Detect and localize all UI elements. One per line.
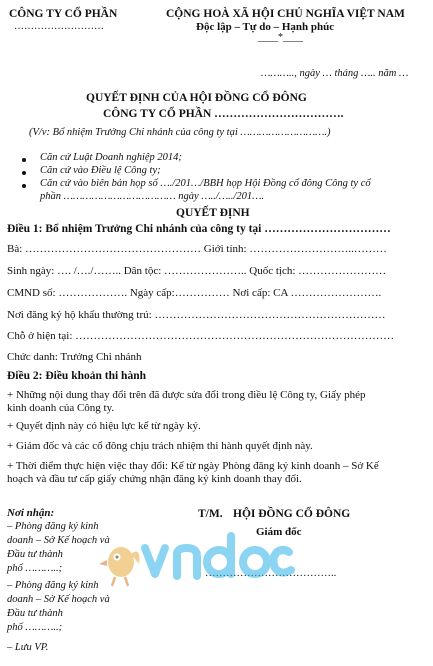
decision-heading: QUYẾT ĐỊNH	[176, 207, 250, 219]
field-permanent-address: Nơi đăng ký hộ khẩu thường trú: ………………………………………………………	[7, 309, 386, 321]
signature-on-behalf: T/M.	[198, 508, 223, 520]
vndoc-watermark-logo	[95, 524, 295, 594]
recipient-line: phố ………..;	[7, 622, 63, 633]
company-name-dots: ………………………	[14, 21, 104, 32]
recipient-line: – Lưu VP.	[7, 642, 49, 653]
field-position: Chức danh: Trưởng Chi nhánh	[7, 351, 142, 363]
recipient-line: doanh – Sở Kế hoạch và	[7, 594, 110, 605]
article-2-clause-1: + Những nội dung thay đổi trên đã được sửa đổi trong điều lệ Công ty, Giấy phép	[7, 389, 366, 401]
field-current-address: Chỗ ở hiện tại: ……………………………………………………………………………	[7, 330, 395, 342]
recipient-line: Đầu tư thành	[7, 549, 63, 560]
bullet-icon	[22, 158, 26, 162]
recipient-line: – Phòng đăng ký kinh	[7, 580, 99, 591]
article-2-heading: Điều 2: Điều khoản thi hành	[7, 370, 146, 382]
recipient-line: Đầu tư thành	[7, 608, 63, 619]
field-id-card: CMND số: ………………. Ngày cấp:…………… Nơi cấp: CA …………………….	[7, 287, 382, 299]
bullet-icon	[22, 184, 26, 188]
company-name-left: CÔNG TY CỔ PHẦN	[9, 8, 118, 20]
nation-title: CỘNG HOÀ XÃ HỘI CHỦ NGHĨA VIỆT NAM	[166, 8, 405, 20]
company-title: CÔNG TY CỔ PHẦN …………………………….	[103, 108, 344, 120]
field-birth-ethnicity-nationality: Sinh ngày: …. /…./…….. Dân tộc: ………………….. Quốc tịch: ……………………	[7, 265, 387, 277]
date-line: ……….., ngày … tháng ….. năm …	[261, 68, 409, 79]
article-2-clause-3: + Giám đốc và các cổ đông chịu trách nhiệm thi hành quyết định này.	[7, 440, 313, 452]
decision-subject: (V/v: Bổ nhiệm Trưởng Chi nhánh của công ty tại ……………………….)	[29, 127, 331, 138]
article-2-clause-2: + Quyết định này có hiệu lực kể từ ngày ký.	[7, 420, 201, 432]
basis-item: Căn cứ Luật Doanh nghiệp 2014;	[40, 152, 182, 163]
signature-dots: ………………………………..	[205, 568, 337, 579]
article-1-heading: Điều 1: Bổ nhiệm Trưởng Chi nhánh của công ty tại ……………………………	[7, 223, 391, 235]
bird-mascot-icon	[99, 547, 139, 586]
basis-item: Căn cứ vào biên bản họp số …./201…/BBH họp Hội Đồng cổ đông Công ty cổ	[40, 178, 371, 189]
field-name-gender: Bà: ………………………………………… Giới tính: ………………………..………	[7, 243, 387, 255]
bullet-icon	[22, 171, 26, 175]
decision-title: QUYẾT ĐỊNH CỦA HỘI ĐỒNG CỔ ĐÔNG	[86, 92, 307, 104]
signature-board: HỘI ĐỒNG CỔ ĐÔNG	[233, 508, 351, 520]
recipients-label: Nơi nhận:	[7, 507, 55, 519]
signature-role: Giám đốc	[256, 526, 302, 538]
article-2-clause-1-continued: kinh doanh của Công ty.	[7, 402, 115, 414]
national-motto: Độc lập – Tự do – Hạnh phúc	[196, 21, 335, 33]
basis-item-continued: phần ……………………………… ngày …../…../201….	[40, 191, 265, 202]
basis-item: Căn cứ vào Điều lệ Công ty;	[40, 165, 161, 176]
recipient-line: doanh – Sở Kế hoạch và	[7, 535, 110, 546]
motto-underline: ____*____	[258, 32, 303, 43]
article-2-clause-4-continued: hoạch và đầu tư cấp giấy chứng nhận đăng ký kinh doanh thay đổi.	[7, 473, 302, 485]
article-2-clause-4: + Thời điểm thực hiện việc thay đổi: Kể từ ngày Phòng đăng ký kinh doanh – Sở Kế	[7, 460, 379, 472]
recipient-line: – Phòng đăng ký kinh	[7, 521, 99, 532]
recipient-line: phố ………..;	[7, 563, 63, 574]
